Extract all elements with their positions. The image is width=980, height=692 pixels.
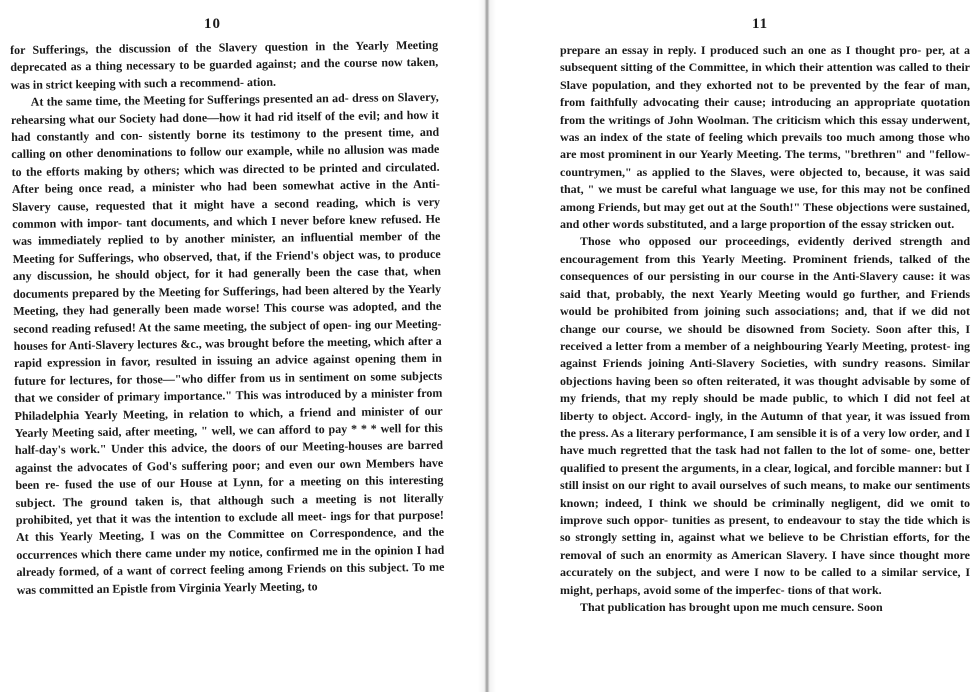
paragraph: At the same time, the Meeting for Sufferings presented an ad- dress on Slavery, rehearsing what our Society had done—how it had rid itself of the evil; and how it had constantly and con- sistently borne its testimony to the present time, and calling on other denominations to follow our example, while no allusion was made to the efforts making by others; which was directed to be printed and circulated. After being once read, a minister who had been somewhat active in the Anti-Slavery cause, requested that it might have a second reading, which is very common with impor- tant documents, and which I never before knew refused. He was immediately replied to by another minister, an influential member of the Meeting for Sufferings, who observed, that, if the Friend's object was, to produce any discussion, he should object, for it had generally been the case that, when documents prepared by the Meeting for Sufferings, had been altered by the Yearly Meeting, they had generally been made worse! This course was adopted, and the second reading refused! At the same meeting, the subject of open- ing our Meeting-houses for Anti-Slavery lectures &c., was brought before the meeting, which after a rapid expression in favor, resulted in issuing an advice against opening them in future for lectures, for those—"who differ from us in sentiment on some subjects that we consider of primary importance." This was introduced by a minister from Philadelphia Yearly Meeting, in relation to which, a friend and minister of our Yearly Meeting said, after meeting, " well, we can afford to pay * * * well for this half-day's work." Under this advice, the doors of our Meeting-houses are barred against the advocates of God's suffering poor; and even our own Members have been re- fused the use of our House at Lynn, for a meeting on this interesting subject. The ground taken is, that although such a meeting is not literally prohibited, yet that it was the intention to exclude all meet- ings for that purpose! At this Yearly Meeting, I was on the Committee on Correspondence, and the occurrences which there came under my notice, confirmed me in the opinion I had already formed, of a want of correct feeling among Friends on this subject. To me was committed an Epistle from Virginia Yearly Meeting, to bbox=[10, 89, 445, 597]
paragraph: prepare an essay in reply. I produced such an one as I thought pro- per, at a subsequent sitting of the Committee, in which their attention was called to their Slave population, and they exhorted not to be prevented by the fear of man, from faithfully advocating their cause; introducing an appropriate quotation from the writings of John Woolman. The criticism which this essay underwent, was an index of the state of feeling which prevails too much among those who are most prominent in our Yearly Meeting. The terms, "brethren" and "fellow-countrymen," as applied to the Slaves, were objected to, because, it was said that, " we must be careful what language we use, for this may not be confined among Friends, but may get out at the South!" These objections were sustained, and other words substituted, and a large proportion of the essay stricken out. bbox=[560, 43, 970, 232]
right-page bbox=[496, 0, 980, 692]
page-number: 11 bbox=[752, 16, 769, 32]
paragraph: for Sufferings, the discussion of the Slavery question in the Yearly Meeting deprecated as a thing necessary to be guarded against; and the course now taken, was in strict keeping with such a recommend- ation. bbox=[10, 37, 439, 92]
page-number: 10 bbox=[204, 16, 221, 32]
page-body bbox=[10, 37, 445, 599]
paragraph: Those who opposed our proceedings, evidently derived strength and encouragement from this Yearly Meeting. Prominent friends, talked of the consequences of our persisting in our course in the Anti-Slavery cause: it was said that, probably, the next Yearly Meeting would go further, and Friends would be prohibited from joining such associations; and, that if we did not change our course, we should be disowned from Society. Soon after this, I received a letter from a member of a neighbouring Yearly Meeting, protest- ing against Friends joining Anti-Slavery Societies, with sundry reasons. Similar objections having been so often reiterated, it was thought advisable by some of my friends, that my reply should be made public, to which I did not feel at liberty to object. Accord- ingly, in the Autumn of that year, it was issued from the press. As a literary performance, I am sensible it is of a very low order, and I have much regretted that the task had not fallen to the lot of some- one, better qualified to present the arguments, in a clear, logical, and forcible manner: but I still insist on our right to avail ourselves of such means, to make our sentiments known; indeed, I think we should be criminally negligent, did we omit to improve such oppor- tunities as present, to endeavour to stay the tide which is so strongly setting in, against what we believe to be Christian efforts, for the removal of such an enormity as American Slavery. I have since thought more accurately on the subject, and were I now to be called to a similar service, I might, perhaps, avoid some of the imperfec- tions of that work. bbox=[560, 234, 970, 597]
page-body bbox=[560, 42, 970, 616]
left-page bbox=[0, 0, 478, 692]
book-gutter bbox=[478, 0, 496, 692]
paragraph: That publication has brought upon me much censure. Soon bbox=[580, 600, 883, 614]
